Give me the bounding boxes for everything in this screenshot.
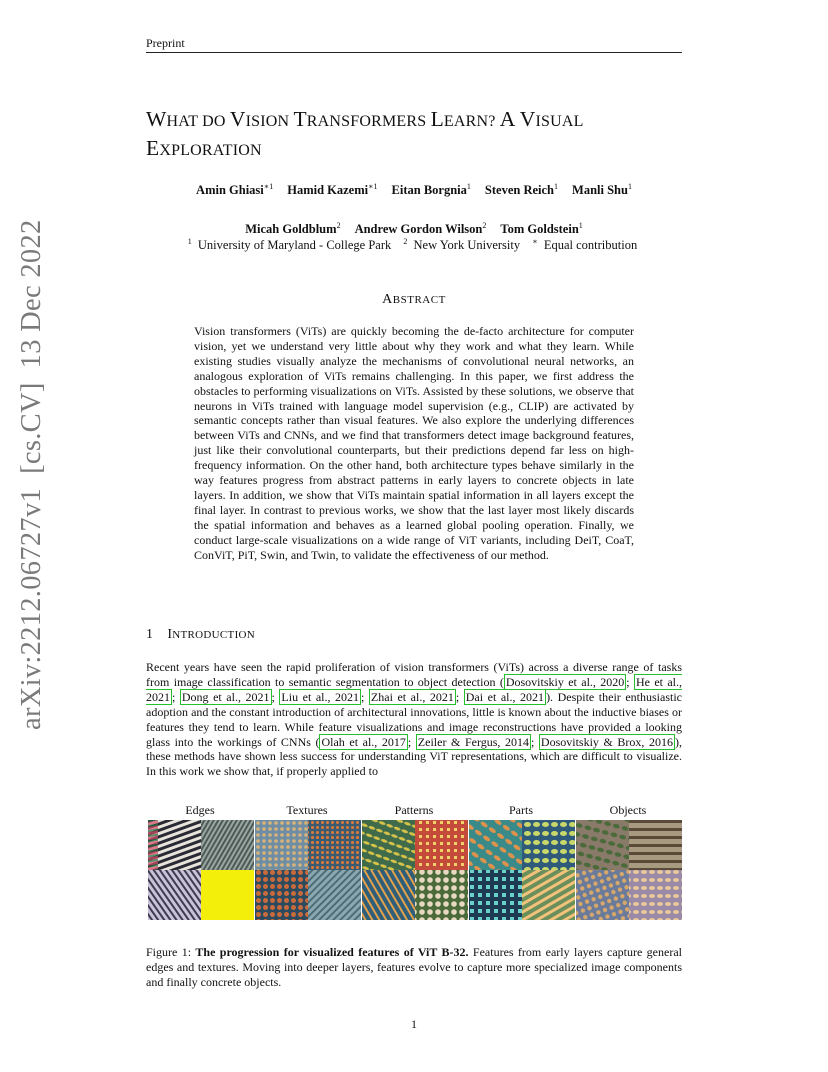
figure-label-objects: Objects: [609, 803, 647, 817]
author: Micah Goldblum$^2$: [245, 221, 341, 236]
edges-visualization-image: [148, 820, 254, 920]
introduction-body: Recent years have seen the rapid proliferation of vision transformers (ViTs) across a diverse range of tasks from image classification to semantic segmentation to object detection ( Dosovitskiy et al., 2020 ; He et al., 2021 ; Dong et al., 2021 ; Liu et al., 2021 ; Zhai et al., 2021 ; Dai et al., 2021 ). Despite their enthusiastic adoption and the constant introduction of architectural innovations, little is known about the inductive biases or features they tend to learn. While feature visualizations and image reconstructions have provided a looking glass into the workings of CNNs ( Olah et al., 2017 ; Zeiler & Fergus, 2014 ; Dosovitskiy & Brox, 2016 ), these methods have shown less success for understanding ViT representations, which are difficult to visualize. In this work we show that, if properly applied to: [146, 660, 683, 779]
title-line-1: WHAT DO VISION TRANSFORMERS LEARN? A VISUAL: [146, 107, 584, 131]
abstract-body: Vision transformers (ViTs) are quickly becoming the de-facto architecture for computer vision, yet we understand very little about why they work and what they learn. While existing studies visually analyze the mechanisms of convolutional neural networks, an analogous exploration of ViTs remains challenging. In this paper, we first address the obstacles to performing visualizations on ViTs. Assisted by these solutions, we observe that neurons in ViTs trained with language model supervision (e.g., CLIP) are activated by semantic concepts rather than visual features. We also explore the underlying differences between ViTs and CNNs, and we find that transformers detect image background features, just like their convolutional counterparts, but their predictions depend far less on high-frequency information. On the other hand, both architecture types behave similarly in the way features progress from abstract patterns in early layers to concrete objects in late layers. In addition, we show that ViTs maintain spatial information in all layers except the final layer. In contrast to previous works, we show that the last layer most likely discards the spatial information and behaves as a learned global pooling operation. Finally, we conduct large-scale visualizations on a wide range of ViT variants, including DeiT, CoaT, ConViT, PiT, Swin, and Twin, to validate the effectiveness of our method.: [194, 324, 634, 562]
affiliations: [146, 237, 682, 253]
patterns-visualization-image: [362, 820, 468, 920]
author: Andrew Gordon Wilson$^2$: [354, 221, 487, 236]
affiliation: ∗ Equal contribution: [532, 237, 638, 252]
author: Eitan Borgnia$^1$: [391, 182, 471, 197]
affiliation: $^1$ University of Maryland - College Park: [187, 237, 392, 252]
author: Hamid Kazemi$^{∗1}$: [287, 182, 378, 197]
author: Manli Shu$^1$: [572, 182, 632, 197]
title-line-2: EXPLORATION: [146, 136, 262, 160]
authors-row-1: [146, 182, 682, 198]
citation-link[interactable]: Dosovitskiy et al., 2020: [505, 674, 625, 689]
running-header: Preprint: [146, 36, 185, 50]
author: Tom Goldstein$^1$: [500, 221, 583, 236]
header-rule: [146, 52, 682, 53]
paper-title: [146, 106, 706, 164]
figure-label-parts: Parts: [509, 803, 533, 817]
citation-link[interactable]: He et al., 2021: [146, 674, 683, 704]
figure-label-edges: Edges: [185, 803, 215, 817]
citation-link[interactable]: Liu et al., 2021: [281, 689, 360, 704]
abstract-heading: ABSTRACT: [382, 292, 446, 307]
textures-visualization-image: [255, 820, 361, 920]
page-number: 1: [411, 1017, 417, 1031]
citation-link[interactable]: Dosovitskiy & Brox, 2016: [540, 734, 673, 749]
citation-link[interactable]: Dong et al., 2021: [181, 689, 270, 704]
objects-visualization-image: [576, 820, 682, 920]
authors-row-2: [146, 221, 682, 237]
citation-link[interactable]: Dai et al., 2021: [465, 689, 545, 704]
section-heading-introduction: 1 INTRODUCTION: [146, 627, 256, 642]
figure-label-patterns: Patterns: [394, 803, 434, 817]
author: Steven Reich$^1$: [484, 182, 559, 197]
figure-label-textures: Textures: [286, 803, 328, 817]
arxiv-watermark: arXiv:2212.06727v1[cs.CV]13 Dec 2022: [16, 219, 47, 730]
citation-link[interactable]: Olah et al., 2017: [321, 734, 406, 749]
citation-link[interactable]: Zeiler & Fergus, 2014: [417, 734, 529, 749]
author: Amin Ghiasi$^{∗1}$: [196, 182, 274, 197]
figure-caption: Figure 1: The progression for visualized features of ViT B-32. Features from early layers capture general edges and textures. Moving into deeper layers, features evolve to capture more specialized image components and finally concrete objects.: [146, 945, 682, 989]
parts-visualization-image: [469, 820, 575, 920]
citation-link[interactable]: Zhai et al., 2021: [370, 689, 454, 704]
affiliation: $^2$ New York University: [403, 237, 521, 252]
